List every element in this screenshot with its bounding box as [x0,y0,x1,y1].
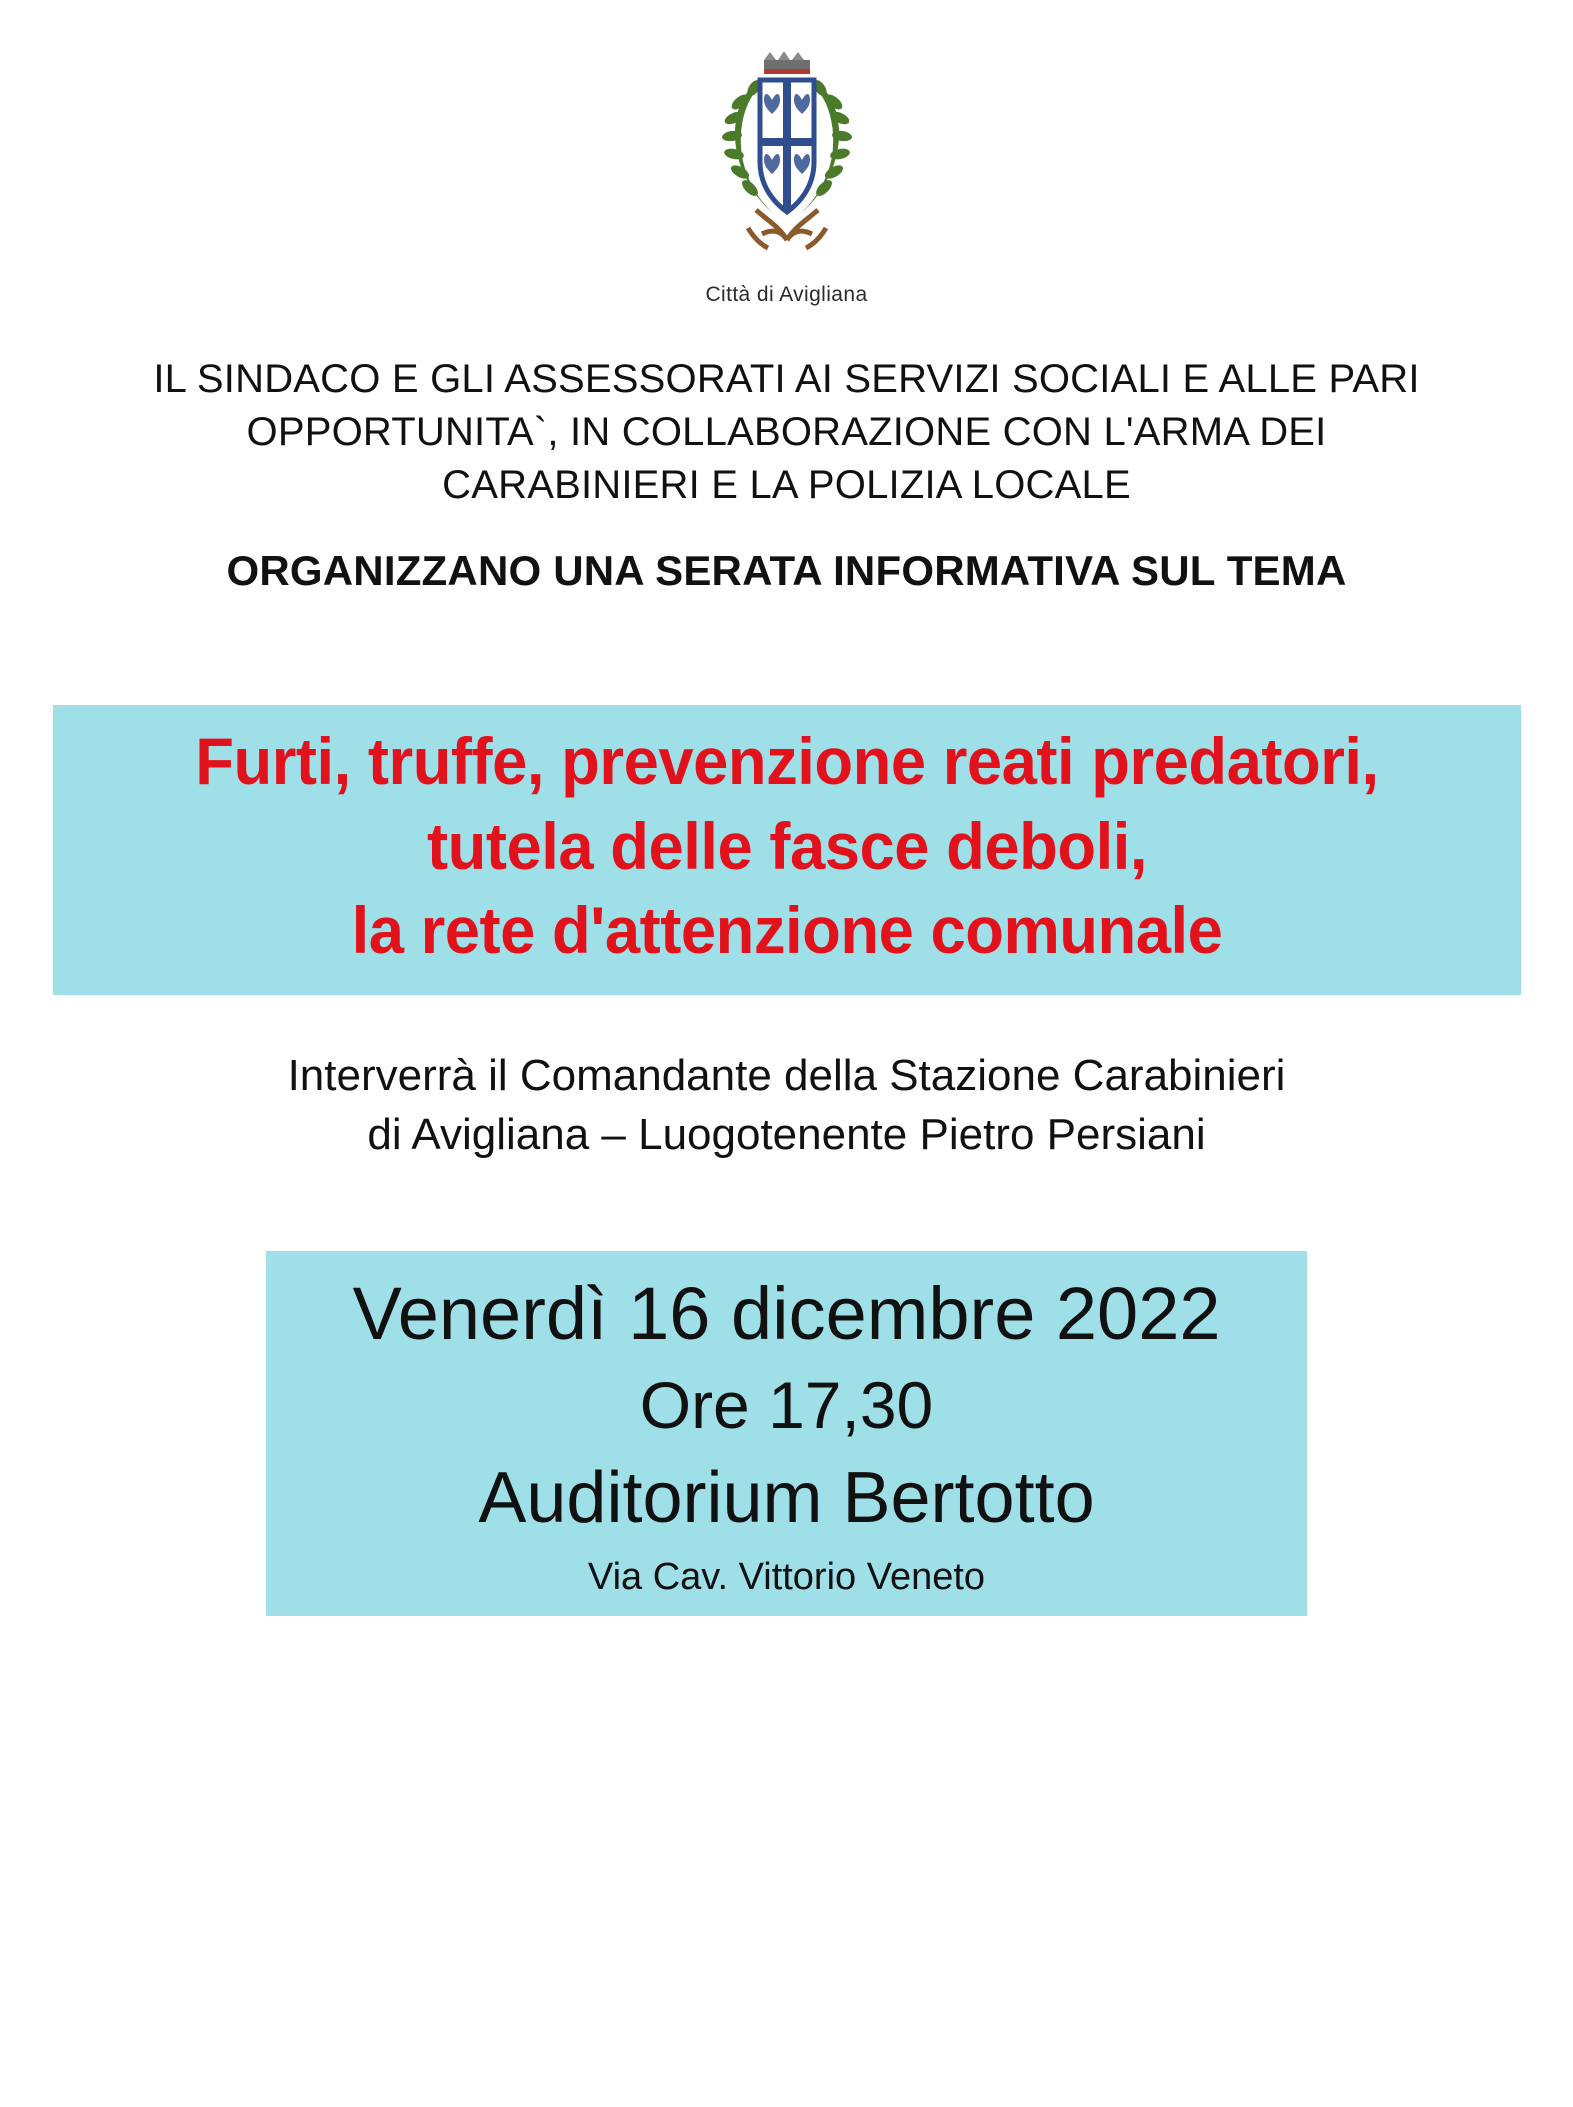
title-line-3: la rete d'attenzione comunale [351,893,1222,968]
crest-caption: Città di Avigliana [705,283,868,306]
event-date: Venerdì 16 dicembre 2022 [352,1271,1221,1355]
speaker-info [57,1047,1517,1165]
coat-of-arms-crest-icon [702,52,872,272]
speaker-line-2: di Avigliana – Luogotenente Pietro Persiani [367,1109,1206,1159]
title-line-2: tutela delle fasce deboli, [426,808,1147,883]
crest-block [0,0,1573,307]
event-venue: Auditorium Bertotto [478,1457,1095,1538]
event-address: Via Cav. Vittorio Veneto [587,1555,986,1598]
event-details-highlight [266,1251,1306,1616]
event-details-block [0,1251,1573,1616]
title-highlight [53,705,1521,994]
event-time: Ore 17,30 [639,1367,934,1442]
poster-title-block [0,705,1573,994]
intro-line-3: CARABINIERI E LA POLIZIA LOCALE [442,462,1131,507]
speaker-line-1: Interverrà il Comandante della Stazione Carabinieri [287,1050,1286,1100]
intro-line-1: IL SINDACO E GLI ASSESSORATI AI SERVIZI SOCIALI E ALLE PARI [153,357,1420,401]
title-line-1: Furti, truffe, prevenzione reati predatori, [194,724,1379,799]
intro-emphasis: ORGANIZZANO UNA SERATA INFORMATIVA SUL TEMA [226,547,1347,595]
intro-line-2: OPPORTUNITA`, IN COLLABORAZIONE CON L'ARMA DEI [246,409,1327,454]
intro-paragraph [52,353,1522,511]
